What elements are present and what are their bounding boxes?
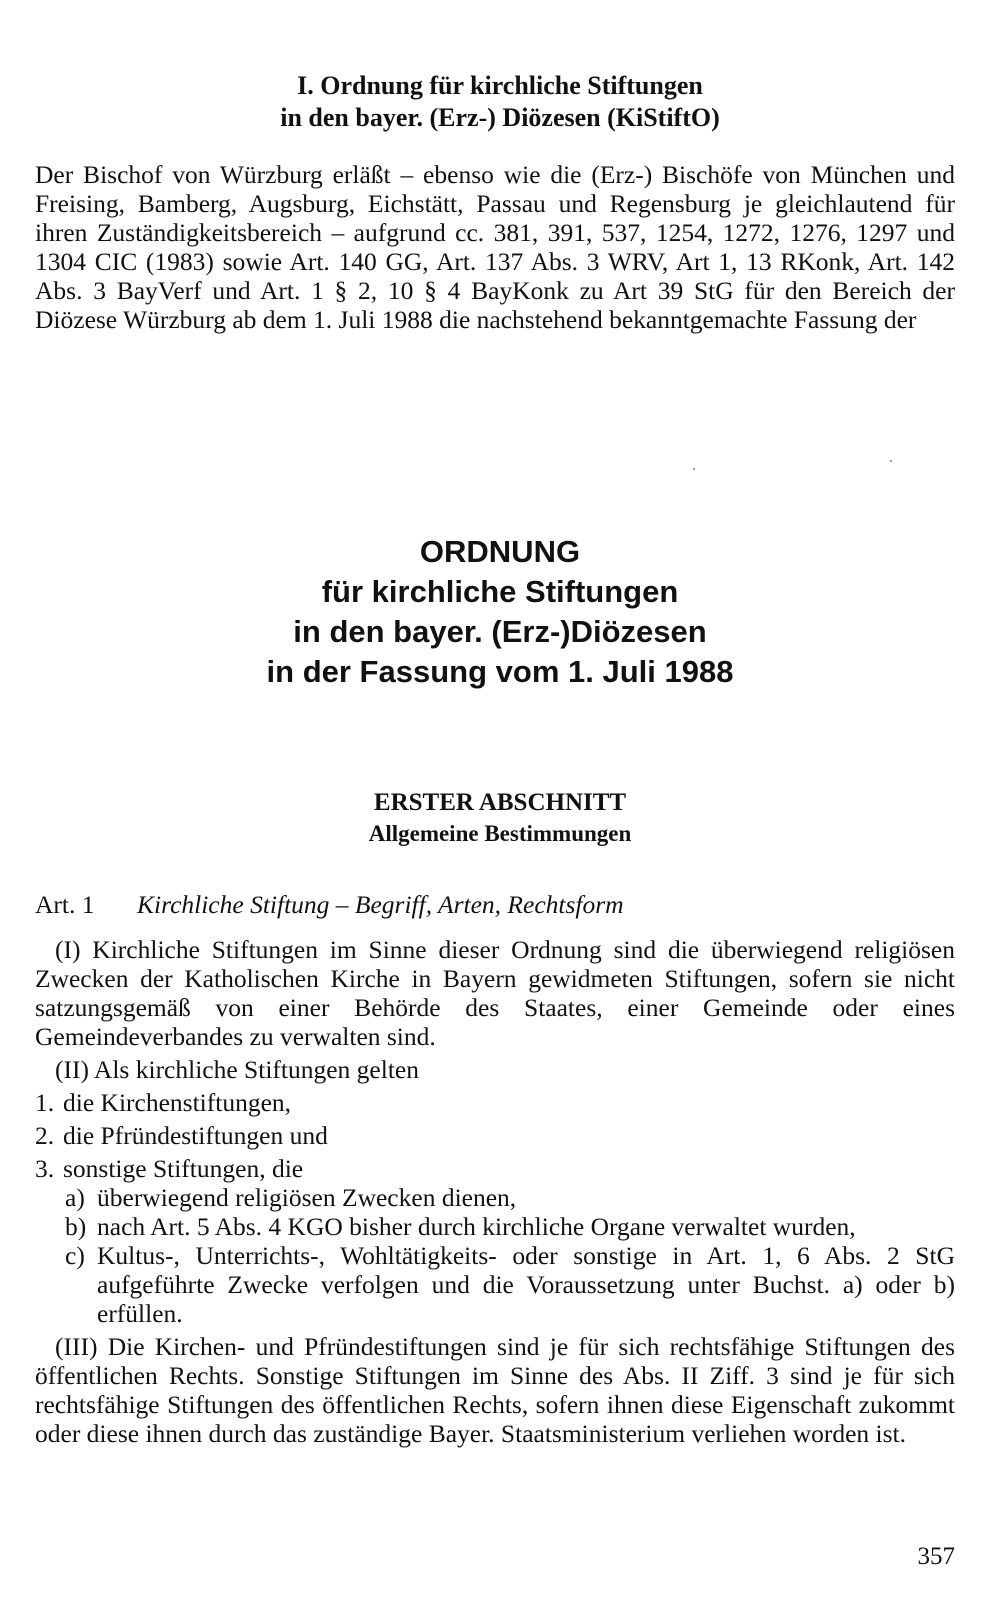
list-item-number: 2.	[35, 1121, 55, 1150]
title-line2: für kirchliche Stiftungen	[321, 574, 679, 609]
list-item-text: die Kirchenstiftungen,	[63, 1088, 292, 1117]
sub-list-item	[65, 1212, 955, 1241]
article-number: Art. 1	[35, 890, 95, 919]
title-line1: ORDNUNG	[419, 534, 581, 569]
paragraph-1: (I) Kirchliche Stiftungen im Sinne dieser Ordnung sind die überwiegend religiösen Zwecken der Katholischen Kirche in Bayern gewidmeten Stiftungen, sofern sie nicht satzungsgemäß von einer Behörde des Staates, einer Gemeinde oder eines Gemeindeverbandes zu verwalten sind.	[35, 935, 955, 1051]
scan-speck	[890, 460, 892, 462]
section-heading-line2: in den bayer. (Erz-) Diözesen (KiStiftO)	[280, 103, 720, 132]
intro-paragraph: Der Bischof von Würzburg erläßt – ebenso wie die (Erz-) Bischöfe von München und Freising, Bamberg, Augsburg, Eichstätt, Passau und Regensburg je gleichlautend für ihren Zuständigkeitsbereich – aufgrund cc. 381, 391, 537, 1254, 1272, 1276, 1297 und 1304 CIC (1983) sowie Art. 140 GG, Art. 137 Abs. 3 WRV, Art 1, 13 RKonk, Art. 142 Abs. 3 BayVerf und Art. 1 § 2, 10 § 4 BayKonk zu Art 39 StG für den Bereich der Diözese Würzburg ab dem 1. Juli 1988 die nachstehend bekanntgemachte Fassung der	[35, 160, 955, 334]
list-item-number: 1.	[35, 1088, 55, 1117]
sub-item-letter: c)	[65, 1241, 85, 1270]
article-title: Kirchliche Stiftung – Begriff, Arten, Rechtsform	[137, 890, 624, 919]
title-line3: in den bayer. (Erz-)Diözesen	[293, 614, 707, 649]
article-body	[35, 935, 955, 1452]
section-heading-line1: I. Ordnung für kirchliche Stiftungen	[297, 71, 703, 100]
sub-item-text: nach Art. 5 Abs. 4 KGO bisher durch kirchliche Organe verwaltet wurden,	[97, 1212, 856, 1241]
article-heading	[35, 890, 624, 920]
paragraph-2-heading: (II) Als kirchliche Stiftungen gelten	[55, 1055, 419, 1084]
list-item	[35, 1154, 955, 1183]
list-item-text: sonstige Stiftungen, die	[63, 1154, 304, 1183]
sub-item-letter: a)	[65, 1183, 85, 1212]
chapter-heading	[0, 787, 1000, 849]
sub-item-text: Kultus-, Unterrichts-, Wohltätigkeits- oder sonstige in Art. 1, 6 Abs. 2 StG aufgeführte Zwecke verfolgen und die Voraussetzung unter Buchst. a) oder b) erfüllen.	[97, 1241, 955, 1328]
scan-speck	[693, 468, 695, 470]
chapter-title: ERSTER ABSCHNITT	[373, 789, 627, 816]
chapter-subtitle: Allgemeine Bestimmungen	[368, 821, 632, 846]
paragraph-3: (III) Die Kirchen- und Pfründestiftungen sind je für sich rechtsfähige Stiftungen des öffentlichen Rechts. Sonstige Stiftungen im Sinne des Abs. II Ziff. 3 sind je für sich rechtsfähige Stiftungen des öffentlichen Rechts, sofern ihnen diese Eigenschaft zukommt oder diese ihnen durch das zuständige Bayer. Staatsministerium verliehen worden ist.	[35, 1332, 955, 1448]
list-item	[35, 1121, 955, 1150]
page-number: 357	[917, 1543, 955, 1570]
list-item-number: 3.	[35, 1154, 55, 1183]
section-heading	[0, 70, 1000, 134]
document-title	[0, 532, 1000, 692]
sub-item-text: überwiegend religiösen Zwecken dienen,	[97, 1183, 517, 1212]
sub-list-item	[65, 1183, 955, 1212]
list-item-text: die Pfründestiftungen und	[63, 1121, 328, 1150]
sub-item-letter: b)	[65, 1212, 87, 1241]
title-line4: in der Fassung vom 1. Juli 1988	[266, 654, 734, 689]
list-item	[35, 1088, 955, 1117]
sub-list-item	[65, 1241, 955, 1328]
